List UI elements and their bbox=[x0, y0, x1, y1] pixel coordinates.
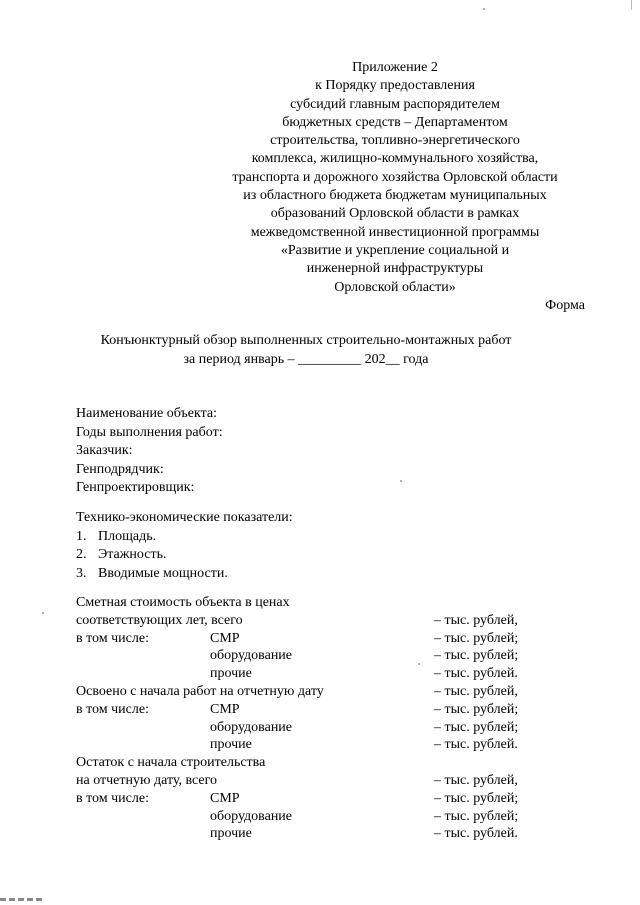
cost-row-label: в том числе: bbox=[76, 790, 149, 806]
appendix-line: бюджетных средств – Департаментом bbox=[282, 114, 508, 130]
cost-row bbox=[76, 772, 546, 790]
appendix-line: инженерной инфраструктуры bbox=[306, 261, 484, 277]
appendix-line: «Развитие и укрепление социальной и bbox=[280, 242, 510, 258]
cost-row-label: на отчетную дату, всего bbox=[76, 772, 217, 788]
scan-dot bbox=[483, 8, 485, 10]
cost-row bbox=[76, 647, 546, 665]
cost-row-unit: – тыс. рублей; bbox=[434, 701, 519, 717]
cost-row-unit: – тыс. рублей; bbox=[434, 648, 519, 664]
cost-row-subitem: оборудование bbox=[210, 719, 293, 735]
cost-row-unit: – тыс. рублей; bbox=[434, 808, 519, 824]
cost-row bbox=[76, 736, 546, 754]
cost-row bbox=[76, 630, 546, 648]
cost-row-subitem: СМР bbox=[210, 790, 240, 806]
cost-row-label: в том числе: bbox=[76, 701, 149, 717]
cost-row-label: Сметная стоимость объекта в ценах bbox=[76, 595, 290, 610]
cost-row-label: Остаток с начала строительства bbox=[76, 755, 266, 771]
cost-row-subitem: СМР bbox=[210, 630, 240, 646]
item-text: Этажность. bbox=[98, 547, 167, 562]
cost-row bbox=[76, 612, 546, 630]
cost-row-label: соответствующих лет, всего bbox=[76, 612, 243, 628]
appendix-line: к Порядку предоставления bbox=[315, 78, 475, 94]
cost-row-subitem: прочие bbox=[210, 737, 252, 753]
item-number: 3. bbox=[76, 565, 87, 581]
cost-row-unit: – тыс. рублей. bbox=[434, 737, 518, 753]
cost-row-unit: – тыс. рублей; bbox=[434, 630, 519, 646]
item-text: Площадь. bbox=[98, 528, 157, 544]
cost-section bbox=[76, 594, 546, 843]
cost-row-label: Освоено с начала работ на отчетную дату bbox=[76, 683, 324, 699]
cost-row-unit: – тыс. рублей. bbox=[434, 826, 518, 842]
appendix-line: из областного бюджета бюджетам муниципальных bbox=[243, 188, 547, 204]
cost-row bbox=[76, 594, 546, 612]
document-title bbox=[80, 332, 532, 369]
item-number: 2. bbox=[76, 547, 87, 562]
scan-artifact-mark bbox=[631, 0, 632, 10]
field-object-name: Наименование объекта: bbox=[76, 406, 217, 421]
appendix-line: субсидий главным распорядителем bbox=[290, 96, 500, 112]
field-general-contractor: Генподрядчик: bbox=[76, 461, 164, 477]
list-item bbox=[76, 565, 293, 584]
indicators-list bbox=[76, 528, 293, 584]
cost-row bbox=[76, 808, 546, 826]
field-work-years: Годы выполнения работ: bbox=[76, 424, 223, 440]
list-item bbox=[76, 546, 293, 565]
indicators-heading: Технико-экономические показатели: bbox=[76, 510, 293, 525]
appendix-line: строительства, топливно-энергетического bbox=[270, 133, 520, 149]
form-label: Форма bbox=[545, 298, 585, 313]
appendix-header bbox=[200, 59, 590, 297]
appendix-line: межведомственной инвестиционной программы bbox=[250, 224, 540, 240]
cost-row bbox=[76, 701, 546, 719]
cost-row-unit: – тыс. рублей; bbox=[434, 719, 519, 735]
title-line-1: Конъюнктурный обзор выполненных строительно-монтажных работ bbox=[100, 333, 512, 348]
appendix-line: Орловской области» bbox=[334, 279, 456, 295]
object-fields bbox=[76, 405, 223, 498]
cost-row bbox=[76, 683, 546, 701]
field-customer: Заказчик: bbox=[76, 443, 133, 458]
technical-indicators bbox=[76, 509, 293, 583]
cost-row-unit: – тыс. рублей. bbox=[434, 666, 518, 682]
cost-row bbox=[76, 790, 546, 808]
cost-row-unit: – тыс. рублей; bbox=[434, 790, 519, 806]
cost-row bbox=[76, 754, 546, 772]
item-number: 1. bbox=[76, 528, 87, 544]
cost-row-subitem: прочие bbox=[210, 826, 252, 842]
cost-row-unit: – тыс. рублей, bbox=[434, 683, 518, 699]
cost-row-label: в том числе: bbox=[76, 630, 149, 646]
appendix-line: образований Орловской области в рамках bbox=[270, 206, 520, 222]
appendix-line: транспорта и дорожного хозяйства Орловской области bbox=[232, 169, 558, 185]
item-text: Вводимые мощности. bbox=[98, 565, 228, 581]
cost-row-subitem: СМР bbox=[210, 701, 240, 717]
cost-row bbox=[76, 719, 546, 737]
scan-dot bbox=[42, 612, 44, 614]
cost-row bbox=[76, 665, 546, 683]
field-general-designer: Генпроектировщик: bbox=[76, 480, 195, 495]
cost-row-subitem: прочие bbox=[210, 666, 252, 682]
scan-dot bbox=[400, 480, 402, 482]
title-line-2: за период январь – _________ 202__ года bbox=[183, 351, 429, 367]
cost-row bbox=[76, 825, 546, 843]
appendix-line: комплекса, жилищно-коммунального хозяйства, bbox=[251, 151, 539, 167]
cost-row-subitem: оборудование bbox=[210, 808, 293, 824]
appendix-line: Приложение 2 bbox=[352, 60, 438, 75]
list-item bbox=[76, 528, 293, 547]
cost-row-unit: – тыс. рублей, bbox=[434, 772, 518, 788]
cost-row-subitem: оборудование bbox=[210, 648, 293, 664]
cost-row-unit: – тыс. рублей, bbox=[434, 612, 518, 628]
scan-artifact-mark bbox=[0, 898, 42, 901]
